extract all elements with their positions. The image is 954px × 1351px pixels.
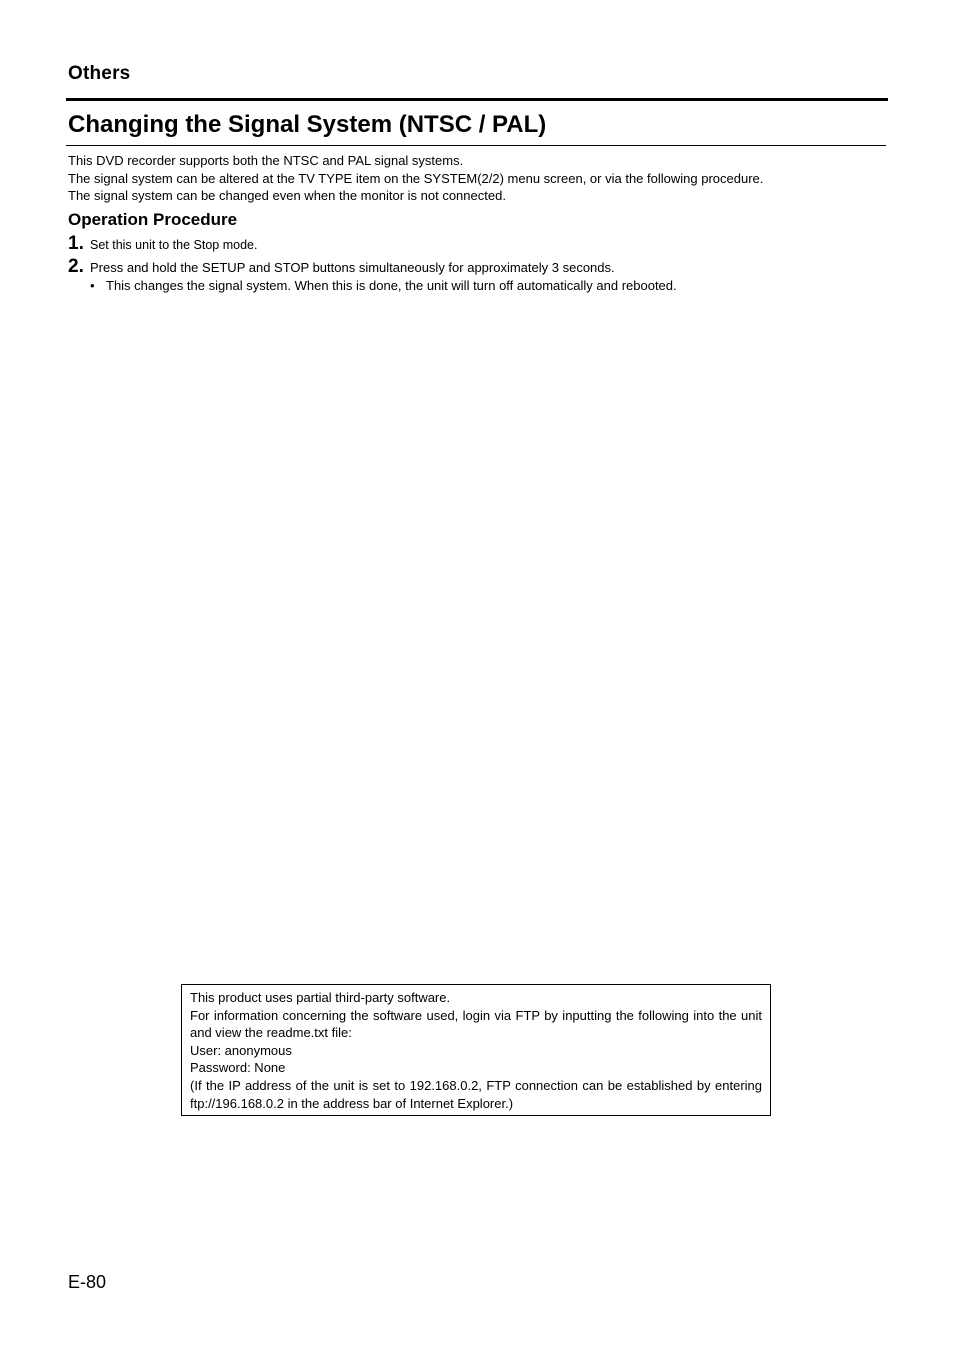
page-title: Changing the Signal System (NTSC / PAL): [68, 111, 547, 138]
info-user: User: anonymous: [190, 1042, 292, 1058]
step-number: 2.: [68, 256, 84, 277]
page-number: E-80: [68, 1272, 107, 1292]
procedure-step-2: [68, 256, 615, 278]
info-paragraph: (If the IP address of the unit is set to 192.168.0.2, FTP connection can be established by entering ftp://196.168.0.2 in the address bar of Internet Explorer.): [190, 1077, 762, 1111]
step-number: 1.: [68, 233, 84, 254]
note-text: This changes the signal system. When this is done, the unit will turn off automatically and rebooted.: [106, 278, 677, 293]
header-rule: [66, 98, 888, 101]
info-password: Password: None: [190, 1060, 286, 1076]
info-line: This product uses partial third-party software.: [190, 990, 451, 1005]
bullet-icon: •: [90, 278, 95, 293]
procedure-note: [90, 278, 677, 293]
title-rule: [66, 145, 886, 146]
procedure-heading: Operation Procedure: [68, 210, 238, 229]
step-text: Set this unit to the Stop mode.: [90, 238, 258, 252]
intro-line: The signal system can be altered at the TV TYPE item on the SYSTEM(2/2) menu screen, or via the following procedure.: [68, 170, 764, 186]
intro-text: [68, 152, 763, 205]
info-paragraph: For information concerning the software used, login via FTP by inputting the following into the unit and view the readme.txt file:: [190, 1007, 762, 1041]
procedure-step-1: [68, 233, 257, 255]
intro-line: This DVD recorder supports both the NTSC and PAL signal systems.: [68, 153, 464, 168]
step-text: Press and hold the SETUP and STOP buttons simultaneously for approximately 3 seconds.: [90, 260, 615, 275]
intro-line: The signal system can be changed even when the monitor is not connected.: [68, 188, 506, 203]
third-party-info-box: [181, 984, 771, 1116]
section-label: Others: [68, 63, 131, 84]
